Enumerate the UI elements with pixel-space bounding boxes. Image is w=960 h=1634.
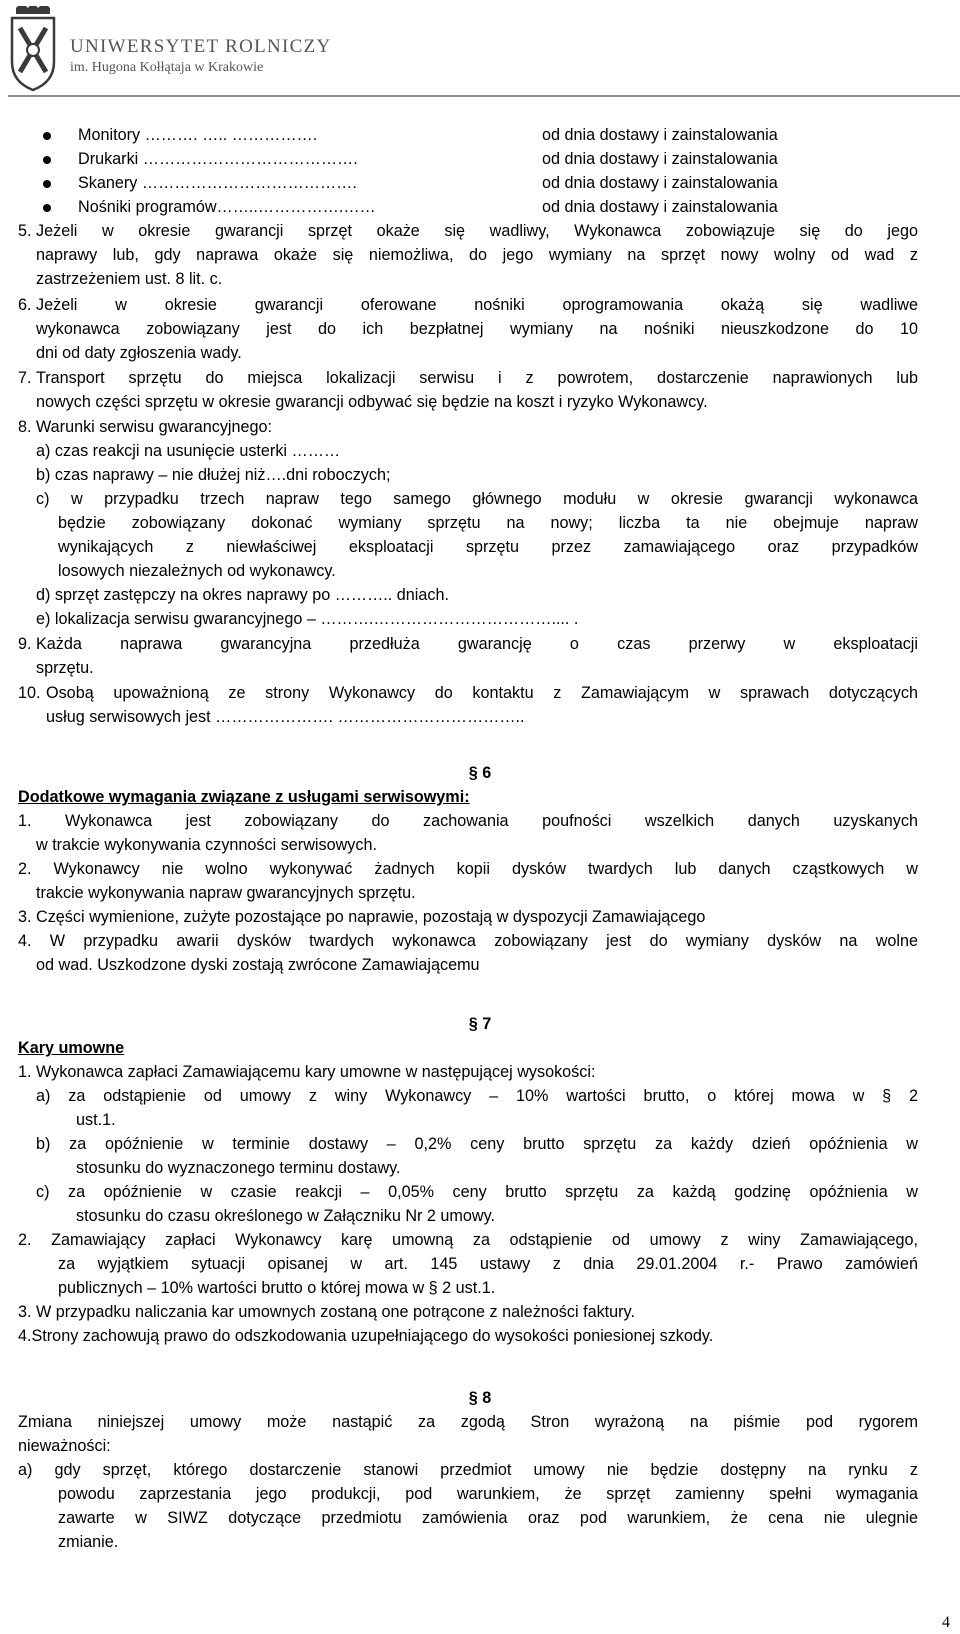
text-line: 1. Wykonawca jest zobowiązany do zachowania poufności wszelkich danych uzyskanych — [18, 812, 918, 830]
text-line: nieważności: — [18, 1437, 111, 1455]
sub-item-b — [0, 464, 960, 488]
bullet-icon — [43, 132, 51, 140]
paragraph-line — [0, 318, 960, 342]
paragraph-line — [0, 1507, 960, 1531]
text-line: w trakcie wykonywania czynności serwisowych. — [36, 836, 377, 854]
paragraph-line — [0, 1483, 960, 1507]
text-line: ust.1. — [76, 1111, 116, 1129]
text-line: stosunku do wyznaczonego terminu dostawy. — [76, 1159, 401, 1177]
paragraph-line — [0, 1435, 960, 1459]
header-divider — [8, 95, 960, 97]
text-line: 2. Wykonawcy nie wolno wykonywać żadnych kopii dysków twardych lub danych cząstkowych w — [18, 860, 918, 878]
university-subtitle: im. Hugona Kołłątaja w Krakowie — [70, 60, 264, 75]
paragraph-line — [0, 512, 960, 536]
item-number: 5. — [18, 222, 32, 240]
paragraph-line — [0, 882, 960, 906]
item-value: od dnia dostawy i zainstalowania — [542, 150, 778, 168]
text-line: a) za odstąpienie od umowy z winy Wykonawcy – 10% wartości brutto, o której mowa w § 2 — [36, 1087, 918, 1105]
text-line: 4. W przypadku awarii dysków twardych wykonawca zobowiązany jest do wymiany dysków na wolne — [18, 932, 918, 950]
text-line: powodu zaprzestania jego produkcji, pod warunkiem, że sprzęt zamienny spełni wymagania — [58, 1485, 918, 1503]
list-item — [0, 148, 960, 172]
list-item — [0, 810, 960, 834]
paragraph-line — [0, 560, 960, 584]
paragraph-9 — [0, 633, 960, 657]
text-line: od wad. Uszkodzone dyski zostają zwrócone Zamawiającemu — [36, 956, 480, 974]
paragraph-line — [0, 706, 960, 730]
text-line: 4.Strony zachowują prawo do odszkodowania uzupełniającego do wysokości poniesionej szkody. — [18, 1327, 714, 1345]
bullet-icon — [43, 204, 51, 212]
item-label: Nośniki programów……..…………….…… — [78, 198, 376, 216]
paragraph-line — [0, 1277, 960, 1301]
text-line: sprzętu. — [36, 659, 94, 677]
text-line: a) czas reakcji na usunięcie usterki ……… — [36, 442, 341, 460]
paragraph-5 — [0, 220, 960, 244]
text-line: 2. Zamawiający zapłaci Wykonawcy karę umowną za odstąpienie od umowy z winy Zamawiającego, — [18, 1231, 918, 1249]
text-line: losowych niezależnych od wykonawcy. — [58, 562, 336, 580]
sub-item-a — [0, 440, 960, 464]
item-number: 7. — [18, 369, 32, 387]
item-number: 8. — [18, 418, 32, 436]
text-line: dni od daty zgłoszenia wady. — [36, 344, 242, 362]
sub-item-c — [0, 488, 960, 512]
text-line: d) sprzęt zastępczy na okres naprawy po ……….. dniach. — [36, 586, 449, 604]
list-item — [0, 1325, 960, 1349]
sub-item-a — [0, 1085, 960, 1109]
paragraph-10 — [0, 682, 960, 706]
paragraph-line — [0, 1531, 960, 1555]
paragraph-line — [0, 1109, 960, 1133]
sub-item-c — [0, 1181, 960, 1205]
section-6-title — [0, 786, 960, 810]
bullet-icon — [43, 156, 51, 164]
text-line: za wyjątkiem sytuacji opisanej w art. 145 ustawy z dnia 29.01.2004 r.- Prawo zamówień — [58, 1255, 918, 1273]
section-title: Kary umowne — [18, 1039, 125, 1057]
paragraph-8 — [0, 416, 960, 440]
item-label: Drukarki …………………………………. — [78, 150, 358, 168]
text-line: Zmiana niniejszej umowy może nastąpić za zgodą Stron wyrażoną na piśmie pod rygorem — [18, 1413, 918, 1431]
text-line: Transport sprzętu do miejsca lokalizacji serwisu i z powrotem, dostarczenie naprawionych lub — [36, 369, 918, 387]
paragraph-line — [0, 954, 960, 978]
list-item — [0, 124, 960, 148]
section-6-heading: § 6 — [468, 764, 492, 782]
text-line: Osobą upoważnioną ze strony Wykonawcy do kontaktu z Zamawiającym w sprawach dotyczących — [46, 684, 918, 702]
list-item — [0, 930, 960, 954]
text-line: nowych części sprzętu w okresie gwarancji odbywać się będzie na koszt i ryzyko Wykonawcy. — [36, 393, 708, 411]
text-line: b) czas naprawy – nie dłużej niż….dni roboczych; — [36, 466, 391, 484]
text-line: zawarte w SIWZ dotyczące przedmiotu zamówienia oraz pod warunkiem, że cena nie ulegnie — [58, 1509, 918, 1527]
page-number: 4 — [942, 1614, 950, 1631]
text-line: zmianie. — [58, 1533, 119, 1551]
text-line: 3. W przypadku naliczania kar umownych zostaną one potrącone z należności faktury. — [18, 1303, 635, 1321]
list-item — [0, 858, 960, 882]
paragraph-6 — [0, 294, 960, 318]
text-line: 1. Wykonawca zapłaci Zamawiającemu kary umowne w następującej wysokości: — [18, 1063, 596, 1081]
paragraph-line — [0, 834, 960, 858]
text-line: Jeżeli w okresie gwarancji oferowane nośniki oprogramowania okażą się wadliwe — [36, 296, 918, 314]
sub-item-d — [0, 584, 960, 608]
bullet-icon — [43, 180, 51, 188]
section-8-intro — [0, 1411, 960, 1435]
list-item — [0, 1061, 960, 1085]
paragraph-line — [0, 1205, 960, 1229]
list-item — [0, 1229, 960, 1253]
text-line: 3. Części wymienione, zużyte pozostające po naprawie, pozostają w dyspozycji Zamawiającego — [18, 908, 706, 926]
list-item — [0, 172, 960, 196]
section-7-heading: § 7 — [468, 1015, 492, 1033]
text-line: e) lokalizacja serwisu gwarancyjnego – ……….…………………………….... . — [36, 610, 579, 628]
text-line: naprawy lub, gdy naprawa okaże się niemożliwa, do jego wymiany na sprzęt nowy wolny od wad z — [36, 246, 918, 264]
section-7-title — [0, 1037, 960, 1061]
text-line: publicznych – 10% wartości brutto o której mowa w § 2 ust.1. — [58, 1279, 496, 1297]
paragraph-line — [0, 1157, 960, 1181]
item-value: od dnia dostawy i zainstalowania — [542, 174, 778, 192]
document-body — [0, 124, 960, 1555]
text-line: będzie zobowiązany dokonać wymiany sprzętu na nowy; liczba ta nie obejmuje napraw — [58, 514, 918, 532]
sub-item-a — [0, 1459, 960, 1483]
university-crest-icon — [8, 6, 58, 92]
paragraph-line — [0, 244, 960, 268]
text-line: stosunku do czasu określonego w Załączniku Nr 2 umowy. — [76, 1207, 495, 1225]
paragraph-line — [0, 1253, 960, 1277]
text-line: c) w przypadku trzech napraw tego samego głównego modułu w okresie gwarancji wykonawca — [36, 490, 918, 508]
paragraph-line — [0, 536, 960, 560]
text-line: wykonawca zobowiązany jest do ich bezpłatnej wymiany na nośniki nieuszkodzone do 10 — [36, 320, 918, 338]
text-line: c) za opóźnienie w czasie reakcji – 0,05% ceny brutto sprzętu za każdą godzinę opóźnienia w — [36, 1183, 918, 1201]
item-number: 9. — [18, 635, 32, 653]
section-title: Dodatkowe wymagania związane z usługami serwisowymi: — [18, 788, 470, 806]
item-value: od dnia dostawy i zainstalowania — [542, 198, 778, 216]
text-line: b) za opóźnienie w terminie dostawy – 0,2% ceny brutto sprzętu za każdy dzień opóźnienia w — [36, 1135, 918, 1153]
item-number: 6. — [18, 296, 32, 314]
section-8-heading: § 8 — [468, 1389, 492, 1407]
text-line: Warunki serwisu gwarancyjnego: — [36, 418, 273, 436]
paragraph-7 — [0, 367, 960, 391]
item-label: Monitory ………. ….. ……………. — [78, 126, 318, 144]
list-item — [0, 906, 960, 930]
university-name: UNIWERSYTET ROLNICZY — [70, 36, 332, 57]
paragraph-line — [0, 391, 960, 416]
paragraph-line — [0, 657, 960, 682]
text-line: wynikających z niewłaściwej eksploatacji sprzętu przez zamawiającego oraz przypadków — [58, 538, 918, 556]
paragraph-line — [0, 268, 960, 294]
sub-item-e — [0, 608, 960, 633]
item-label: Skanery …………………………………. — [78, 174, 357, 192]
text-line: a) gdy sprzęt, którego dostarczenie stanowi przedmiot umowy nie będzie dostępny na rynku z — [18, 1461, 918, 1479]
list-item — [0, 1301, 960, 1325]
document-header — [8, 6, 960, 100]
text-line: zastrzeżeniem ust. 8 lit. c. — [36, 270, 223, 288]
text-line: trakcie wykonywania napraw gwarancyjnych sprzętu. — [36, 884, 416, 902]
list-item — [0, 196, 960, 220]
text-line: usług serwisowych jest …………………. …………………………….. — [46, 708, 525, 726]
text-line: Każda naprawa gwarancyjna przedłuża gwarancję o czas przerwy w eksploatacji — [36, 635, 918, 653]
item-value: od dnia dostawy i zainstalowania — [542, 126, 778, 144]
sub-item-b — [0, 1133, 960, 1157]
paragraph-line — [0, 342, 960, 367]
item-number: 10. — [18, 684, 41, 702]
paragraph-line: Jeżeli w okresie gwarancji sprzęt okaże się wadliwy, Wykonawca zobowiązuje się do jego — [36, 222, 918, 240]
